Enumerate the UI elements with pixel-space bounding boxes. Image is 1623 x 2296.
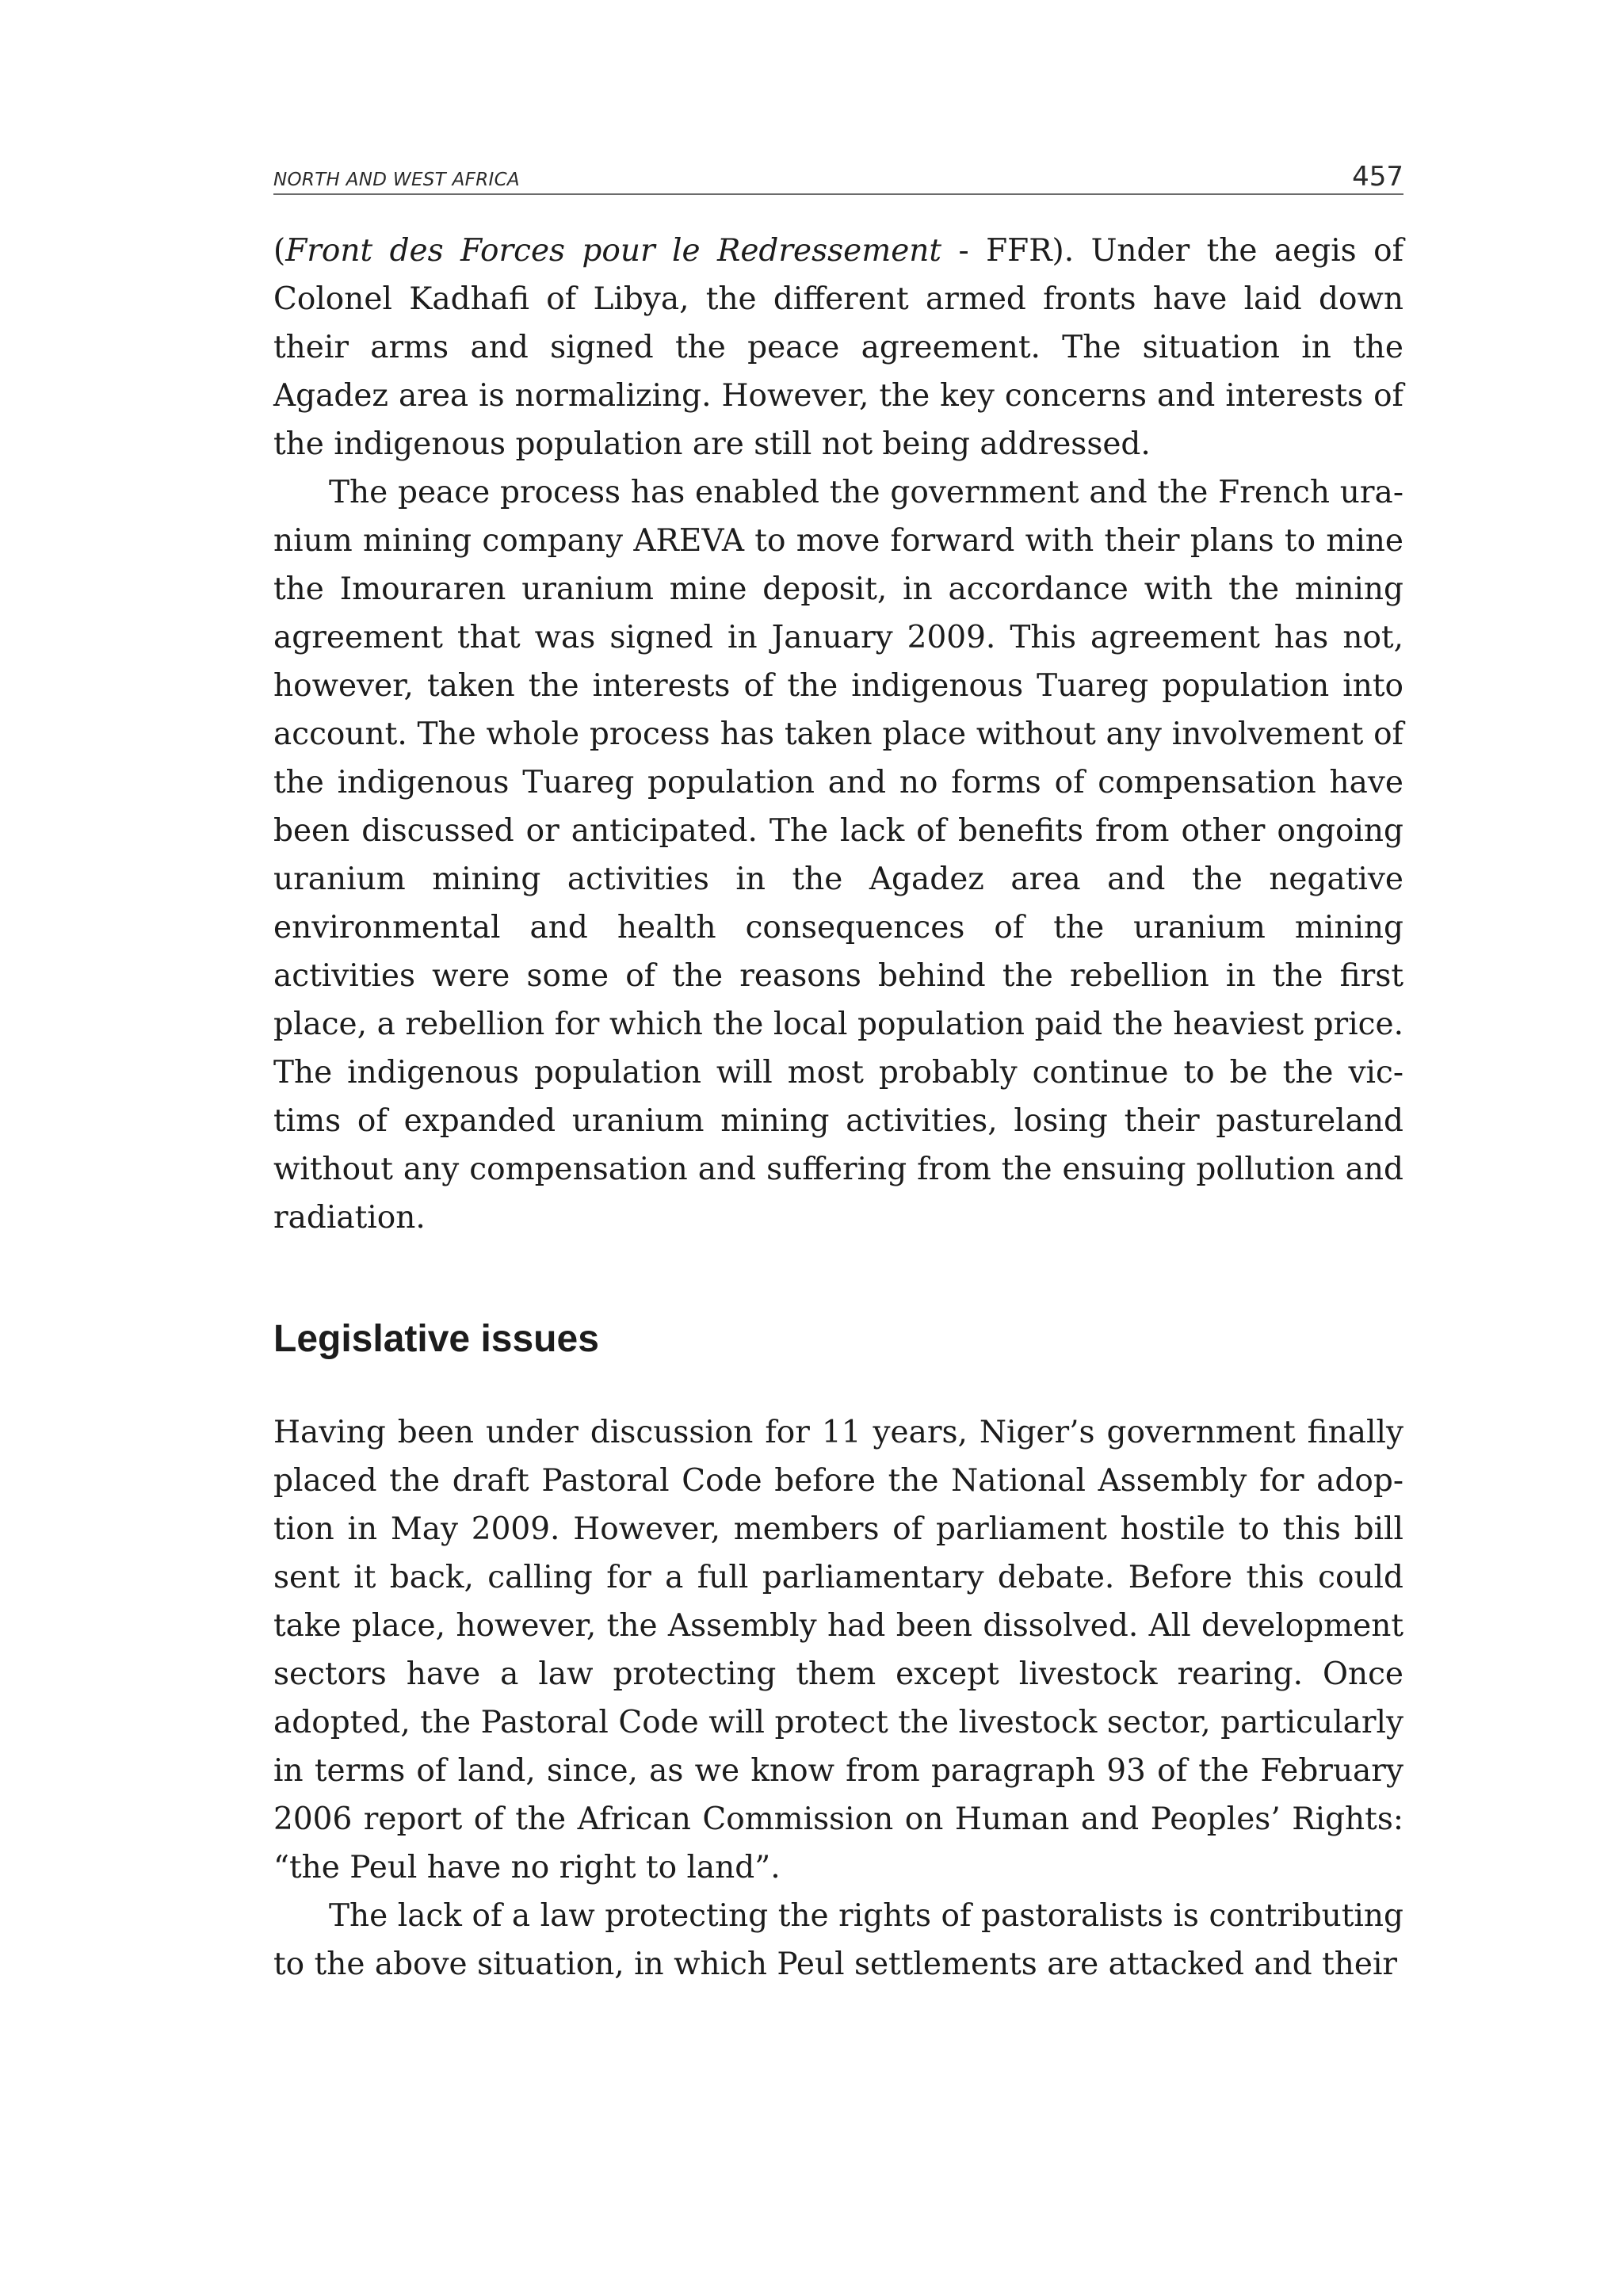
paragraph-text: - FFR). Under the aegis of Colonel Kadhafi of Libya, the different armed fronts have laid down their arms and signed the peace agreement. The situation in the Agadez area is normalizing. However, the key concerns and interests of the indigenous population are still not being addressed.: [273, 233, 1404, 462]
paragraph-continued: [273, 227, 1403, 468]
open-paren: (: [273, 233, 286, 269]
organization-name-italic: Front des Forces pour le Redressement: [285, 233, 942, 269]
section-heading: Legislative issues: [273, 1318, 599, 1360]
paragraph-peace-process: The peace process has enabled the government and the French uranium mining company AREVA to move forward with their plans to mine the Imouraren uranium mine deposit, in accordance with the mining agreement that was signed in January 2009. This agreement has not, however, taken the interests of the indigenous Tuareg population into account. The whole process has taken place without any involvement of the indigenous Tuareg population and no forms of compensation have been discussed or anticipated. The lack of benefits from other ongoing uranium mining activities in the Agadez area and the negative environmental and health consequences of the uranium mining activities were some of the reasons behind the rebellion in the first place, a rebellion for which the local population paid the heaviest price. The indigenous population will most probably continue to be the victims of expanded uranium mining activities, losing their pastureland without any compensation and suffering from the ensuing pollution and radiation.: [273, 475, 1403, 1236]
running-header: [273, 155, 1403, 195]
paragraph-lack-of-law: The lack of a law protecting the rights of pastoralists is contributing to the above situation, in which Peul settlements are attacked and their: [273, 1897, 1403, 1982]
running-head: NORTH AND WEST AFRICA: [273, 170, 520, 190]
paragraph-pastoral-code: Having been under discussion for 11 years, Niger’s government finally placed the draft Pastoral Code before the National Assembly for adoption in May 2009. However, members of parliament hostile to this bill sent it back, calling for a full parliamentary debate. Before this could take place, however, the Assembly had been dissolved. All development sectors have a law protecting them except livestock rearing. Once adopted, the Pastoral Code will protect the livestock sector, particularly in terms of land, since, as we know from paragraph 93 of the February 2006 report of the African Commission on Human and Peoples’ Rights: “the Peul have no right to land”.: [273, 1414, 1403, 1885]
page-number: 457: [1352, 161, 1403, 193]
body-text: [273, 227, 1403, 1988]
document-page: [273, 155, 1403, 1988]
